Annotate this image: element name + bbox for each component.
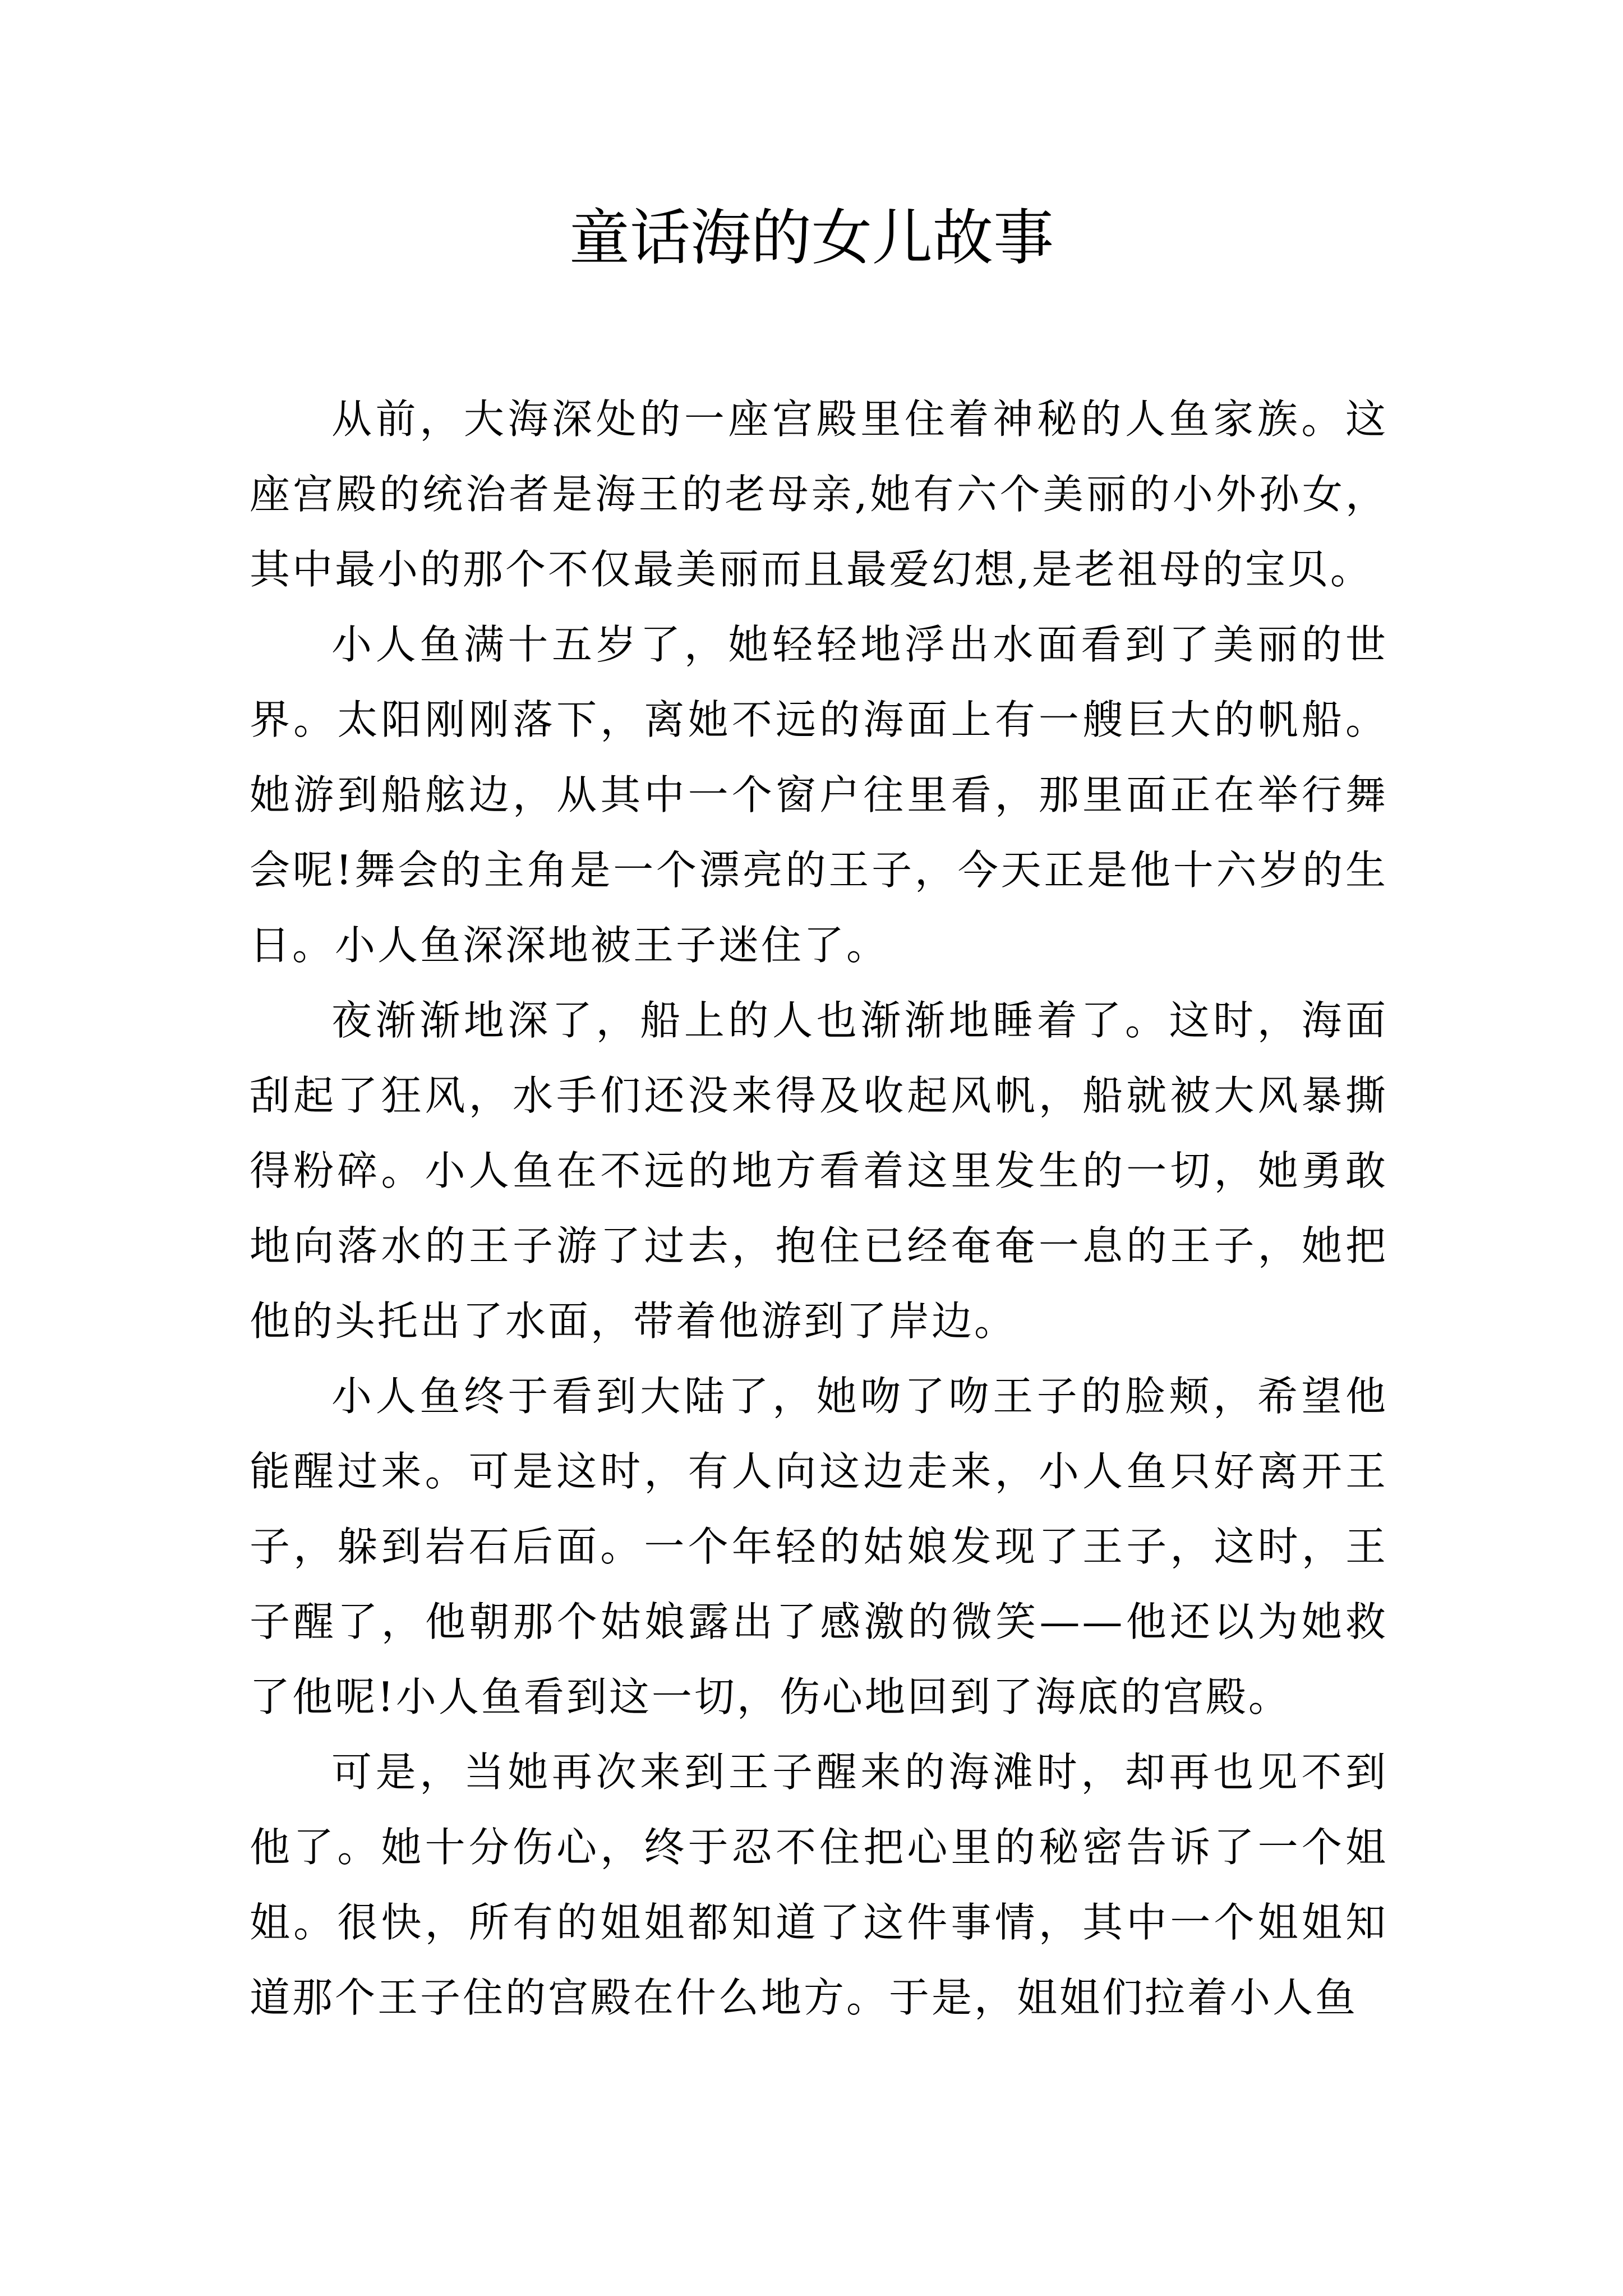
- document-body: [250, 381, 1388, 2035]
- paragraph-3: 夜渐渐地深了，船上的人也渐渐地睡着了。这时，海面刮起了狂风，水手们还没来得及收起风帆，船就被大风暴撕得粉碎。小人鱼在不远的地方看着这里发生的一切，她勇敢地向落水的王子游了过去，抱住已经奄奄一息的王子，她把他的头托出了水面，带着他游到了岸边。: [250, 997, 1388, 1345]
- paragraph-5: 可是，当她再次来到王子醒来的海滩时，却再也见不到他了。她十分伤心，终于忍不住把心里的秘密告诉了一个姐姐。很快，所有的姐姐都知道了这件事情，其中一个姐姐知道那个王子住的宫殿在什么地方。于是，姐姐们拉着小人鱼: [250, 1749, 1388, 2021]
- paragraph-1: 从前，大海深处的一座宫殿里住着神秘的人鱼家族。这座宫殿的统治者是海王的老母亲,她有六个美丽的小外孙女，其中最小的那个不仅最美丽而且最爱幻想,是老祖母的宝贝。: [250, 395, 1388, 593]
- document-title: 童话海的女儿故事: [569, 203, 1054, 273]
- paragraph-2: 小人鱼满十五岁了，她轻轻地浮出水面看到了美丽的世界。太阳刚刚落下，离她不远的海面上有一艘巨大的帆船。她游到船舷边，从其中一个窗户往里看，那里面正在举行舞会呢!舞会的主角是一个漂亮的王子，今天正是他十六岁的生日。小人鱼深深地被王子迷住了。: [250, 621, 1388, 969]
- paragraph-4: 小人鱼终于看到大陆了，她吻了吻王子的脸颊，希望他能醒过来。可是这时，有人向这边走来，小人鱼只好离开王子，躲到岩石后面。一个年轻的姑娘发现了王子，这时，王子醒了，他朝那个姑娘露出了感激的微笑——他还以为她救了他呢!小人鱼看到这一切，伤心地回到了海底的宫殿。: [250, 1373, 1388, 1720]
